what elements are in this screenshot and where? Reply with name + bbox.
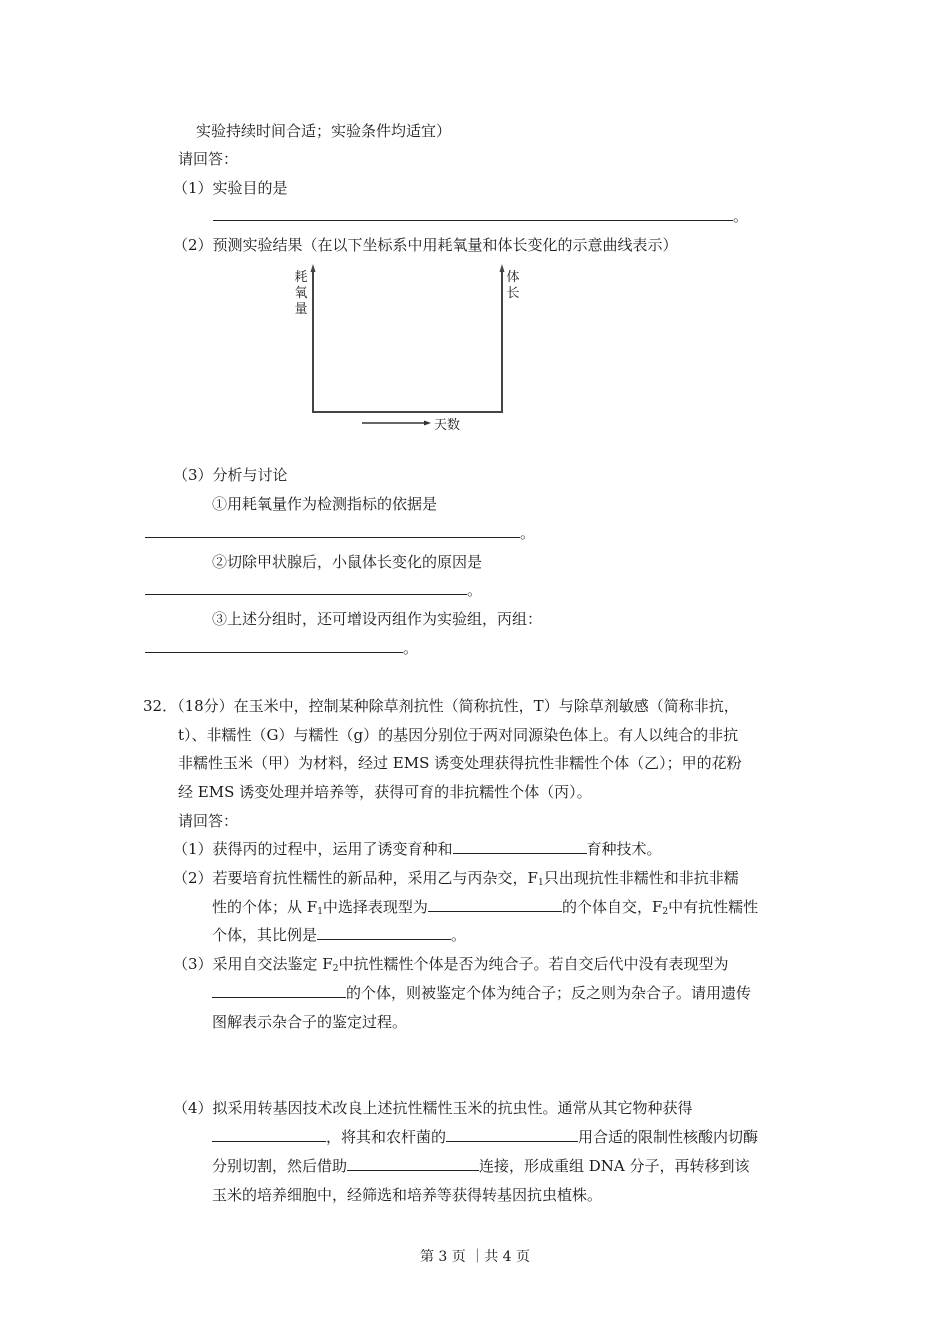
q32-stem-text: （18分）在玉米中，控制某种除草剂抗性（简称抗性，T）与除草剂敏感（简称非抗，: [177, 697, 739, 715]
subscript: 1: [317, 907, 323, 917]
answer-blank[interactable]: [317, 925, 451, 940]
text: 中有抗性糯性: [668, 898, 759, 916]
text: 的个体自交，F: [561, 898, 663, 916]
text: （1）获得丙的过程中，运用了诱变育种和: [173, 840, 453, 858]
q32-part4-line2: [212, 1127, 758, 1147]
intro-line: 实验持续时间合适；实验条件均适宜）: [196, 122, 452, 140]
q31-part3-b-blank[interactable]: [145, 580, 482, 600]
q32-part3-line1: [173, 954, 728, 979]
q32-part4-line3: [212, 1156, 750, 1176]
page-footer: 第 3 页 ｜共 4 页: [419, 1249, 531, 1265]
q32-part2-line3: [212, 925, 466, 945]
x-axis-label: 天数: [434, 418, 461, 433]
answer-blank[interactable]: [446, 1127, 578, 1142]
text: 个体，其比例是: [212, 926, 318, 944]
answer-blank[interactable]: [347, 1156, 479, 1171]
q32-line4: 经 EMS 诱变处理并培养等，获得可育的非抗糯性个体（丙）。: [178, 783, 592, 801]
q32-part2-line1: [173, 868, 739, 893]
subscript: 1: [537, 878, 544, 888]
q32-line1: [143, 696, 739, 716]
q31-part3-c-blank[interactable]: [145, 638, 418, 658]
text: 性的个体；从 F: [212, 898, 318, 916]
q32-prompt: 请回答：: [178, 812, 239, 830]
answer-blank[interactable]: [212, 1127, 326, 1142]
subscript: 2: [332, 964, 339, 974]
q31-part1-label: （1）实验目的是: [173, 179, 288, 197]
text: 用合适的限制性核酸内切酶: [578, 1128, 759, 1146]
text: 连接，形成重组 DNA 分子，再转移到该: [479, 1157, 750, 1175]
period: 。: [467, 581, 483, 599]
text: （2）若要培育抗性糯性的新品种，采用乙与丙杂交，F: [173, 869, 538, 887]
period: 。: [520, 524, 536, 542]
q31-part3-a: ①用耗氧量作为检测指标的依据是: [212, 495, 438, 513]
q32-line3: 非糯性玉米（甲）为材料，经过 EMS 诱变处理获得抗性非糯性个体（乙）；甲的花粉: [178, 754, 742, 772]
coordinate-axes-chart: [286, 262, 526, 442]
q31-part3-label: （3）分析与讨论: [173, 466, 288, 484]
y-left-axis-label: 耗氧量: [294, 270, 308, 317]
text: 中选择表现型为: [322, 898, 428, 916]
text: 育种技术。: [586, 840, 662, 858]
text: 的个体，则被鉴定个体为纯合子；反之则为杂合子。请用遗传: [346, 984, 752, 1002]
q31-part3-c: ③上述分组时，还可增设丙组作为实验组，丙组：: [212, 610, 543, 628]
text: ，将其和农杆菌的: [326, 1128, 447, 1146]
answer-prompt: 请回答：: [178, 150, 239, 168]
question-number: 32．: [143, 697, 178, 715]
answer-blank[interactable]: [428, 897, 562, 912]
q31-part1-blank[interactable]: [213, 206, 748, 226]
q31-part3-b: ②切除甲状腺后，小鼠体长变化的原因是: [212, 553, 483, 571]
y-right-axis-label: 体长: [506, 270, 520, 301]
axes-svg: [286, 262, 526, 442]
answer-blank[interactable]: [453, 839, 587, 854]
q31-part2-label: （2）预测实验结果（在以下坐标系中用耗氧量和体长变化的示意曲线表示）: [173, 236, 678, 254]
text: 只出现抗性非糯性和非抗非糯: [543, 869, 739, 887]
text: 。: [451, 926, 467, 944]
q32-part1: [173, 839, 662, 859]
text: 中抗性糯性个体是否为纯合子。若自交后代中没有表现型为: [338, 955, 729, 973]
q31-part3-a-blank[interactable]: [145, 523, 535, 543]
q32-part3-line3: 图解表示杂合子的鉴定过程。: [212, 1013, 408, 1031]
q32-part3-line2: [212, 983, 751, 1003]
subscript: 2: [662, 907, 669, 917]
period: 。: [403, 639, 419, 657]
period: 。: [733, 207, 749, 225]
q32-part2-line2: [212, 897, 758, 922]
q32-part4-line1: （4）拟采用转基因技术改良上述抗性糯性玉米的抗虫性。通常从其它物种获得: [173, 1099, 693, 1117]
q32-part4-line4: 玉米的培养细胞中，经筛选和培养等获得转基因抗虫植株。: [212, 1186, 603, 1204]
text: 分别切割，然后借助: [212, 1157, 348, 1175]
text: （3）采用自交法鉴定 F: [173, 955, 333, 973]
q32-line2: t）、非糯性（G）与糯性（g）的基因分别位于两对同源染色体上。有人以纯合的非抗: [178, 726, 739, 744]
answer-blank[interactable]: [212, 983, 346, 998]
